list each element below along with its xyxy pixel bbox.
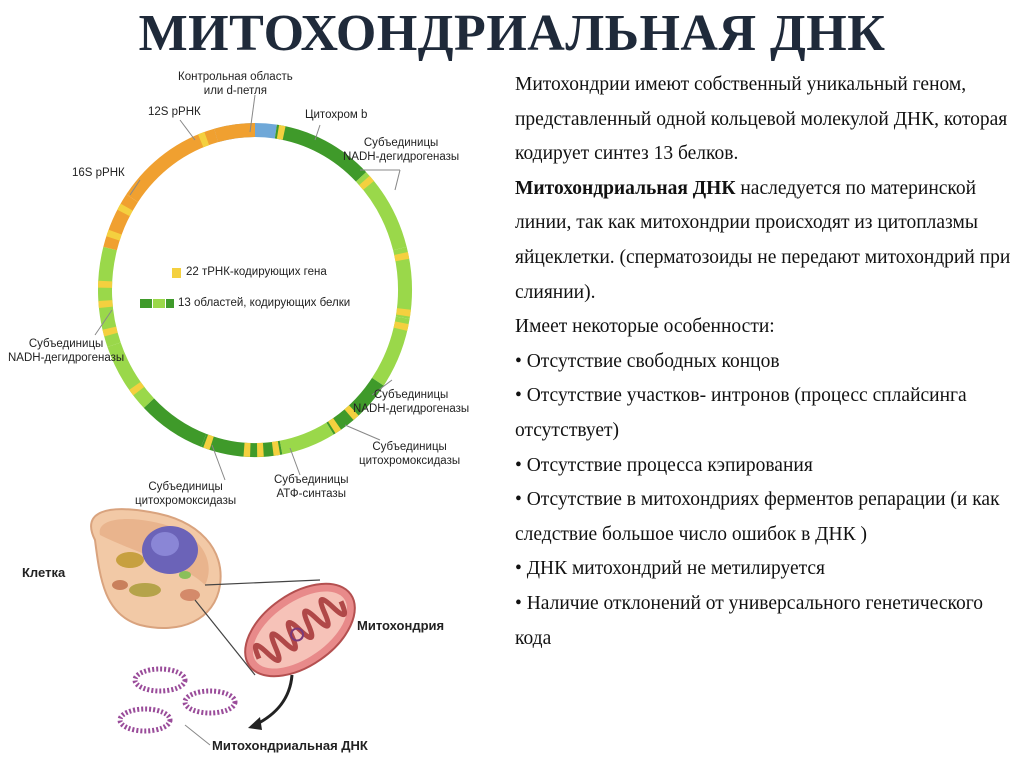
genome-segment: [281, 429, 330, 448]
label-12s-rrna: 12S рРНК: [148, 106, 201, 118]
bullet-item: • Отсутствие в митохондриях ферментов репарации (и как следствие большое число ошибок в ДНК ): [515, 489, 1000, 545]
inheritance-text: наследуется по материнской линии, так как митохондрии происходят из цитоплазмы яйцеклетки. (сперматозоиды не передают митохондрий при слиянии).: [515, 177, 1011, 303]
label-control-region: Контрольная область или d-петля: [178, 71, 293, 97]
trna-tick: [273, 448, 279, 449]
trna-tick: [403, 309, 404, 316]
trna-tick: [113, 232, 115, 238]
bullet-item: • Наличие отклонений от универсального генетического кода: [515, 592, 984, 649]
mtdna-diagram: [0, 60, 520, 767]
label-mtdna: Митохондриальная ДНК: [212, 738, 368, 753]
paragraph-features: Имеет некоторые особенности:: [515, 316, 775, 338]
label-cox-bottom: Субъединицы цитохромоксидазы: [135, 481, 237, 507]
trna-tick: [278, 132, 284, 133]
label-nadh-top: Субъединицы NADH-дегидрогеназы: [343, 137, 460, 163]
trna-tick: [201, 139, 207, 141]
genome-segment: [216, 130, 255, 135]
label-16s-rrna: 16S рРНК: [72, 167, 125, 179]
label-nadh-left: Субъединицы NADH-дегидрогеназы: [8, 338, 125, 364]
trna-tick: [135, 386, 139, 391]
bullet-item: • Отсутствие участков- интронов (процесс сплайсинга отсутствует): [515, 385, 967, 441]
paragraph-intro: Митохондрии имеют собственный уникальный геном, представленный одной кольцевой молекулой ДНК, которая кодирует синтез 13 белков.: [515, 74, 1008, 165]
trna-tick: [332, 424, 337, 428]
bullet-item: • ДНК митохондрий не метилируется: [515, 558, 825, 580]
label-mitochondrion: Митохондрия: [357, 618, 445, 633]
trna-tick: [206, 441, 212, 443]
trna-tick: [364, 180, 368, 185]
page-title: МИТОХОНДРИАЛЬНАЯ ДНК: [138, 5, 886, 62]
inheritance-term: Митохондриальная ДНК: [515, 177, 736, 199]
trna-tick: [105, 301, 106, 308]
trna-tick: [401, 253, 402, 260]
genome-segment: [204, 440, 281, 450]
label-cell: Клетка: [22, 565, 66, 580]
label-cytochrome-b: Цитохром b: [305, 109, 368, 121]
trna-tick: [109, 328, 111, 334]
mitochondrion-illustration: [229, 565, 372, 695]
description-text: [515, 68, 1015, 656]
legend-trna: 22 тРНК-кодирующих гена: [186, 266, 327, 278]
trna-tick: [400, 323, 401, 330]
trna-tick: [124, 207, 127, 213]
label-cox-right: Субъединицы цитохромоксидазы: [359, 441, 461, 467]
label-nadh-right: Субъединицы NADH-дегидрогеназы: [353, 389, 470, 415]
cell-illustration: [91, 509, 221, 628]
bullet-item: • Отсутствие процесса кэпирования: [515, 454, 813, 476]
paragraph-inheritance: [515, 172, 1015, 310]
legend-protein: 13 областей, кодирующих белки: [178, 297, 351, 309]
genome-segment: [149, 403, 204, 440]
legend-swatches: [140, 268, 181, 308]
bullet-item: • Отсутствие свободных концов: [515, 350, 780, 372]
mtdna-rings: [120, 669, 235, 731]
label-atp-synthase: Субъединицы АТФ-синтазы: [274, 474, 349, 500]
genome-segment: [361, 177, 400, 249]
